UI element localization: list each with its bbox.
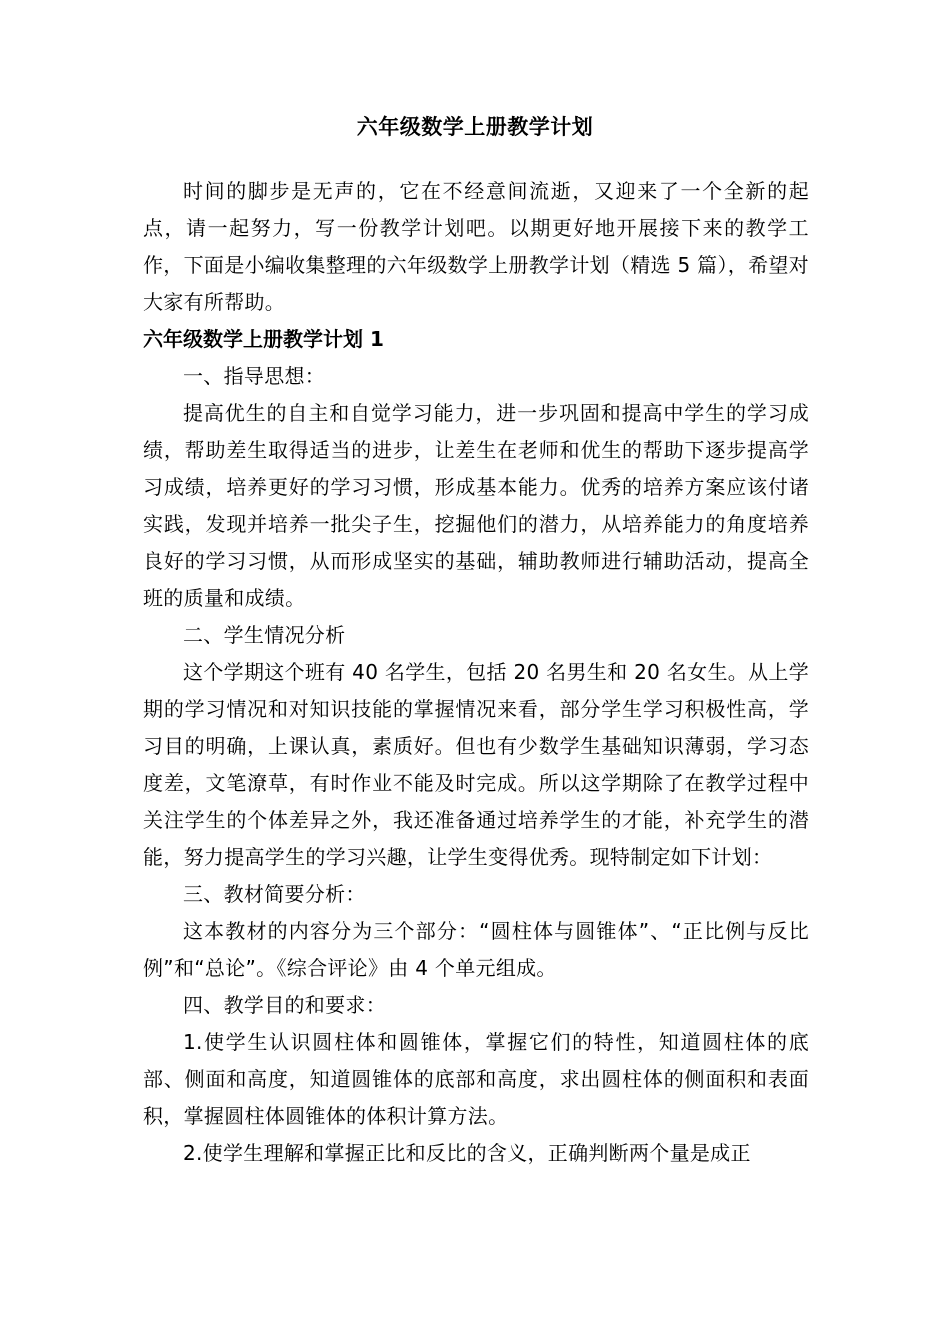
paragraph-textbook-analysis: 这本教材的内容分为三个部分：“圆柱体与圆锥体”、“正比例与反比例”和“总论”。《综合评论》由 4 个单元组成。 (143, 919, 809, 980)
heading-student-analysis: 二、学生情况分析 (183, 623, 346, 647)
intro-paragraph: 时间的脚步是无声的，它在不经意间流逝，又迎来了一个全新的起点，请一起努力，写一份教学计划吧。以期更好地开展接下来的教学工作，下面是小编收集整理的六年级数学上册教学计划（精选 5 篇），希望对大家有所帮助。 (143, 179, 809, 314)
heading-guiding-thought: 一、指导思想： (183, 364, 326, 388)
document-body (143, 173, 809, 1172)
document-title: 六年级数学上册教学计划 (356, 115, 594, 139)
goal-item-1: 1.使学生认识圆柱体和圆锥体，掌握它们的特性，知道圆柱体的底部、侧面和高度，知道圆锥体的底部和高度，求出圆柱体的侧面积和表面积，掌握圆柱体圆锥体的体积计算方法。 (143, 1030, 809, 1128)
goal-item-2: 2.使学生理解和掌握正比和反比的含义，正确判断两个量是成正 (183, 1141, 751, 1165)
paragraph-guiding-thought: 提高优生的自主和自觉学习能力，进一步巩固和提高中学生的学习成绩，帮助差生取得适当的进步，让差生在老师和优生的帮助下逐步提高学习成绩，培养更好的学习习惯，形成基本能力。优秀的培养方案应该付诸实践，发现并培养一批尖子生，挖掘他们的潜力，从培养能力的角度培养良好的学习习惯，从而形成坚实的基础，辅助教师进行辅助活动，提高全班的质量和成绩。 (143, 401, 809, 610)
paragraph-student-analysis: 这个学期这个班有 40 名学生，包括 20 名男生和 20 名女生。从上学期的学习情况和对知识技能的掌握情况来看，部分学生学习积极性高，学习目的明确，上课认真，素质好。但也有少数学生基础知识薄弱，学习态度差，文笔潦草，有时作业不能及时完成。所以这学期除了在教学过程中关注学生的个体差异之外，我还准备通过培养学生的才能，补充学生的潜能，努力提高学生的学习兴趣，让学生变得优秀。现特制定如下计划： (143, 660, 809, 869)
heading-textbook-analysis: 三、教材简要分析： (183, 882, 366, 906)
section-title: 六年级数学上册教学计划 1 (143, 327, 384, 351)
heading-teaching-goals: 四、教学目的和要求： (183, 993, 386, 1017)
